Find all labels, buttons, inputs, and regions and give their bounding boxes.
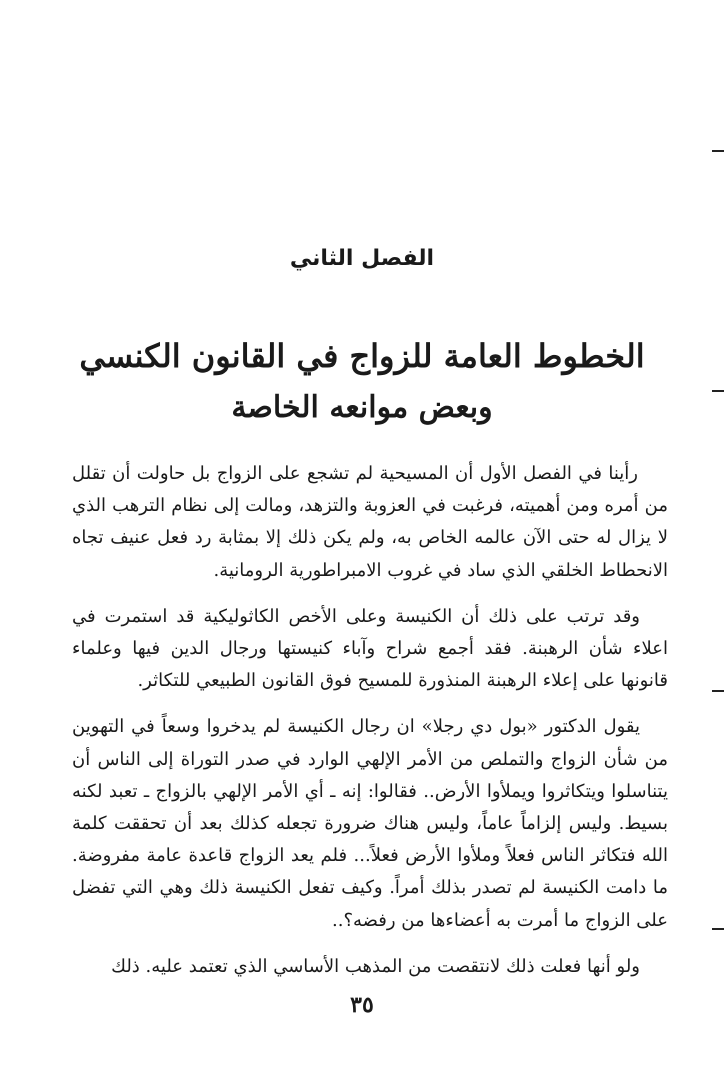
paragraph-2: وقد ترتب على ذلك أن الكنيسة وعلى الأخص الكاثوليكية قد استمرت في اعلاء شأن الرهبنة. فقد أجمع شراح وآباء كنيستها ورجال الدين فيها وعلماء قانونها على إعلاء الرهبنة المنذورة للمسيح فوق القانون الطبيعي للتكاثر.: [72, 605, 668, 692]
edge-mark: [712, 150, 724, 152]
body-text: [72, 458, 668, 997]
chapter-title-line-2: وبعض موانعه الخاصة: [231, 390, 493, 425]
chapter-label: الفصل الثاني: [289, 246, 435, 271]
paragraph-3: يقول الدكتور «بول دي رجلا» ان رجال الكنيسة لم يدخروا وسعاً في التهوين من شأن الزواج والتملص من الأمر الإلهي الوارد في صدر التوراة إلى الناس أن يتناسلوا ويتكاثروا ويملأوا الأرض.. فقالوا: إنه ـ أي الأمر الإلهي بالزواج ـ تعبد لكنه بسيط. وليس إلزاماً عاماً، وليس هناك ضرورة تجعله كذلك بعد أن تحققت كلمة الله فتكاثر الناس فعلاً وملأوا الأرض فعلاً... فلم يعد الزواج قاعدة عامة مفروضة. ما دامت الكنيسة لم تصدر بذلك أمراً. وكيف تفعل الكنيسة ذلك وهي التي تفضل على الزواج ما أمرت به أعضاءها من رفضه؟..: [72, 716, 668, 931]
chapter-title: [40, 330, 684, 434]
page-number: ٣٥: [350, 992, 374, 1018]
chapter-title-line-1: الخطوط العامة للزواج في القانون الكنسي: [79, 337, 645, 375]
edge-mark: [712, 928, 724, 930]
edge-mark: [712, 690, 724, 692]
paragraph-4: ولو أنها فعلت ذلك لانتقصت من المذهب الأساسي الذي تعتمد عليه. ذلك: [111, 955, 640, 977]
edge-mark: [712, 390, 724, 392]
paragraph-1: رأينا في الفصل الأول أن المسيحية لم تشجع على الزواج بل حاولت أن تقلل من أمره ومن أهميته، فرغبت في العزوبة والتزهد، ومالت إلى نظام الترهب الذي لا يزال له حتى الآن عالمه الخاص به، ولم يكن ذلك إلا بمثابة رد فعل عنيف تجاه الانحطاط الخلقي الذي ساد في غروب الامبراطورية الرومانية.: [72, 463, 668, 581]
